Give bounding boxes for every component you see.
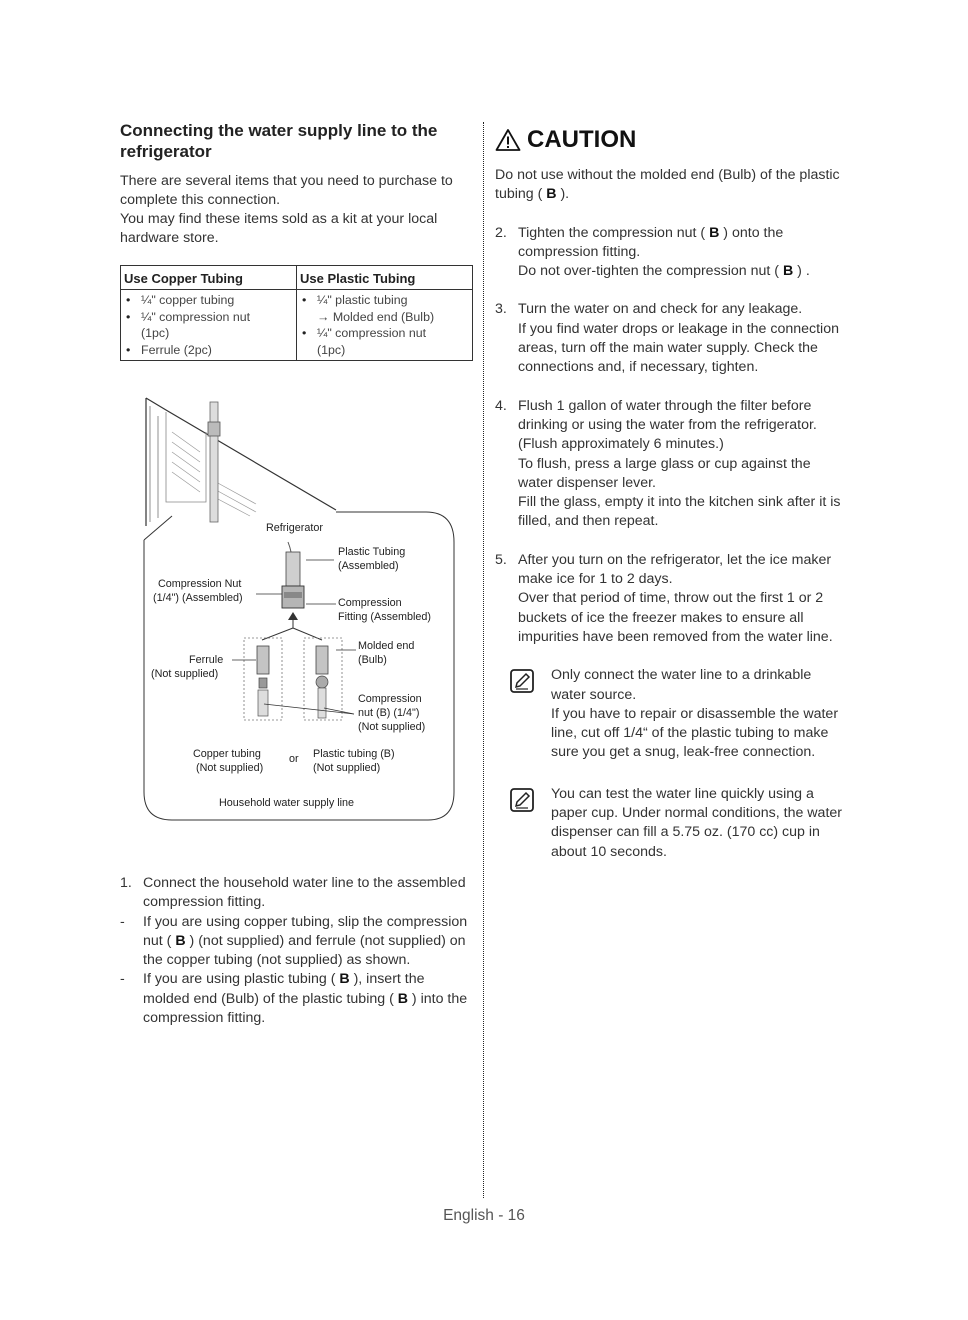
list-item: (1pc) bbox=[317, 342, 346, 357]
label-or: or bbox=[289, 753, 299, 765]
step-text bbox=[518, 262, 847, 281]
table-header-copper: Use Copper Tubing bbox=[121, 266, 297, 290]
label-copper-tubing-2: (Not supplied) bbox=[196, 762, 264, 774]
label-copper-tubing: Copper tubing bbox=[193, 748, 261, 760]
text-span: Tighten the compression nut ( bbox=[518, 224, 710, 241]
label-molded-end-2: (Bulb) bbox=[358, 654, 387, 666]
sub-item-plastic bbox=[120, 970, 472, 1028]
note-text: If you have to repair or disassemble the water line, cut off 1/4“ of the plastic tubing to make sure you get a snug, leak-free connection. bbox=[551, 705, 839, 761]
label-refrigerator: Refrigerator bbox=[266, 522, 324, 534]
label-compression-fitting: Compression bbox=[338, 597, 402, 609]
text-span: Do not over-tighten the compression nut ( bbox=[518, 263, 783, 280]
section-title: Connecting the water supply line to the refrigerator bbox=[120, 121, 438, 161]
step-5 bbox=[495, 551, 847, 647]
step-text bbox=[518, 224, 847, 263]
warning-icon bbox=[495, 128, 521, 152]
step-text: Connect the household water line to the assembled compression fitting. bbox=[143, 875, 466, 911]
label-plastic-tubing-2: (Assembled) bbox=[338, 560, 399, 572]
list-item: • Ferrule (2pc) bbox=[124, 342, 293, 359]
step-text: If you find water drops or leakage in the connection areas, turn off the main water supply. Check the connections and, if necessary, tighten. bbox=[518, 320, 839, 376]
label-molded-end: Molded end bbox=[358, 640, 415, 652]
text-span: ) . bbox=[793, 263, 810, 280]
intro-text bbox=[120, 172, 472, 248]
step-4 bbox=[495, 397, 847, 532]
text-span: If you are using copper tubing, slip the compression nut ( bbox=[143, 913, 468, 949]
text-span: Do not use without the molded end (Bulb) of the plastic tubing ( bbox=[495, 167, 840, 203]
caution-text bbox=[495, 166, 847, 205]
text-span: ), insert the molded end (Bulb) of the plastic tubing ( bbox=[143, 971, 425, 1007]
label-compression-nut-2: (1/4") (Assembled) bbox=[153, 592, 243, 604]
step-number: 5. bbox=[495, 551, 507, 568]
text-span: If you are using plastic tubing ( bbox=[143, 971, 340, 988]
intro-paragraph: There are several items that you need to purchase to complete this connection. bbox=[120, 173, 453, 208]
dash-marker: - bbox=[120, 971, 125, 988]
label-compression-nut-b-2: nut (B) (1/4") bbox=[358, 707, 420, 719]
step-text: Flush 1 gallon of water through the filter before drinking or using the water from the refrigerator. (Flush approximately 6 minutes.) bbox=[518, 397, 817, 453]
label-plastic-tubing-b: Plastic tubing (B) bbox=[313, 748, 395, 760]
page-footer: English - 16 bbox=[443, 1207, 525, 1224]
step-number: 4. bbox=[495, 397, 507, 414]
list-item: • ¼" compression nut bbox=[124, 309, 293, 326]
label-compression-fitting-2: Fitting (Assembled) bbox=[338, 611, 432, 623]
note-1 bbox=[495, 666, 847, 762]
table-header-plastic: Use Plastic Tubing bbox=[297, 266, 473, 290]
label-household: Household water supply line bbox=[219, 797, 355, 809]
note-2 bbox=[495, 785, 847, 862]
step-text: After you turn on the refrigerator, let the ice maker make ice for 1 to 2 days. bbox=[518, 551, 832, 588]
step-text: To flush, press a large glass or cup against the water dispenser lever. bbox=[518, 455, 811, 491]
dash-marker: - bbox=[120, 913, 125, 930]
step-text: Over that period of time, throw out the first 1 or 2 buckets of ice the freezer makes to ensure all impurities have been removed from the water line. bbox=[518, 590, 833, 645]
sub-item-copper bbox=[120, 913, 472, 971]
label-compression-nut: Compression Nut bbox=[158, 578, 242, 590]
note-icon bbox=[509, 787, 535, 813]
text-span: ) into the compression fitting. bbox=[143, 990, 468, 1027]
text-span: ). bbox=[556, 186, 570, 203]
step-3 bbox=[495, 300, 847, 377]
list-item bbox=[120, 874, 472, 913]
label-plastic-tubing: Plastic Tubing bbox=[338, 546, 406, 558]
note-text: Only connect the water line to a drinkable water source. bbox=[551, 667, 812, 703]
column-divider bbox=[483, 122, 484, 1198]
label-ferrule-2: (Not supplied) bbox=[151, 668, 219, 680]
label-ferrule: Ferrule bbox=[189, 654, 224, 666]
list-item: • ¼" plastic tubing bbox=[300, 292, 469, 309]
list-item: → Molded end (Bulb) bbox=[317, 309, 435, 324]
intro-paragraph: You may find these items sold as a kit at your local hardware store. bbox=[120, 211, 438, 246]
list-item: • ¼" copper tubing bbox=[124, 292, 293, 309]
label-compression-nut-b-3: (Not supplied) bbox=[358, 721, 426, 733]
part-b-ref: B bbox=[339, 971, 350, 988]
caution-heading bbox=[495, 126, 847, 154]
note-icon bbox=[509, 668, 535, 694]
text-span: ) (not supplied) and ferrule (not supplied) on the copper tubing (not supplied) as shown. bbox=[143, 932, 466, 969]
text-span: ) onto the compression fitting. bbox=[518, 224, 784, 260]
items-table bbox=[120, 265, 473, 361]
part-b-ref: B bbox=[782, 263, 794, 280]
list-item: (1pc) bbox=[141, 326, 170, 340]
copper-items-cell bbox=[121, 290, 297, 361]
label-compression-nut-b: Compression bbox=[358, 693, 422, 705]
part-b-ref: B bbox=[546, 186, 557, 203]
step-text: Fill the glass, empty it into the kitchen sink after it is filled, and then repeat. bbox=[518, 494, 841, 530]
left-column bbox=[120, 120, 472, 361]
part-b-ref: B bbox=[397, 990, 408, 1007]
step-text: Turn the water on and check for any leakage. bbox=[518, 301, 803, 318]
part-b-ref: B bbox=[709, 224, 720, 241]
installation-diagram bbox=[136, 392, 458, 826]
step-2 bbox=[495, 224, 847, 282]
caution-title: CAUTION bbox=[527, 126, 637, 153]
step-number: 1. bbox=[120, 875, 132, 891]
step-number: 2. bbox=[495, 224, 507, 241]
list-item: • ¼" compression nut bbox=[300, 325, 469, 342]
step-number: 3. bbox=[495, 301, 507, 318]
label-plastic-tubing-b-2: (Not supplied) bbox=[313, 762, 381, 774]
right-column bbox=[495, 120, 847, 862]
part-b-ref: B bbox=[175, 932, 186, 949]
plastic-items-cell bbox=[297, 290, 473, 361]
note-text: You can test the water line quickly using a paper cup. Under normal conditions, the water dispenser can fill a 5.75 oz. (170 cc) cup in about 10 seconds. bbox=[551, 785, 843, 860]
step-1 bbox=[120, 874, 472, 1028]
